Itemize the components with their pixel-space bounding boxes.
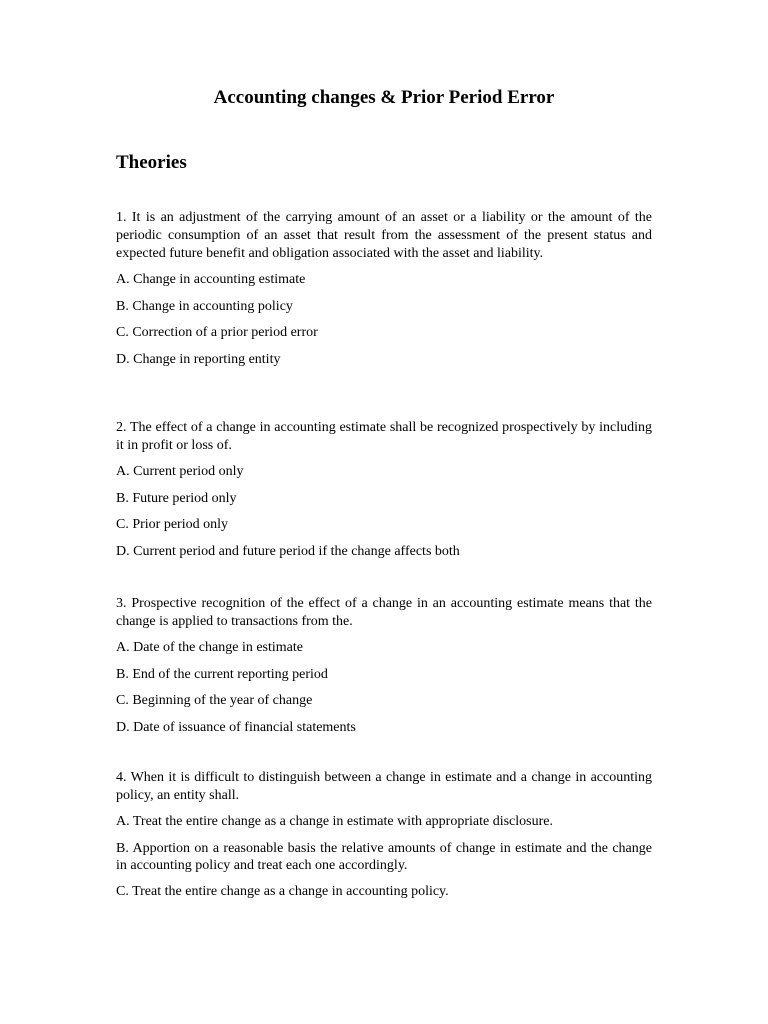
question-text: 4. When it is difficult to distinguish between a change in estimate and a change in accounting policy, an entity shall.: [116, 770, 652, 803]
answer-option: A. Change in accounting estimate: [116, 272, 306, 287]
answer-option: B. Future period only: [116, 490, 237, 506]
answer-option: C. Prior period only: [116, 517, 228, 532]
answer-option: D. Change in reporting entity: [116, 351, 281, 367]
question-2: [116, 419, 652, 569]
section-heading: Theories: [116, 152, 187, 173]
answer-option: D. Current period and future period if the change affects both: [116, 543, 460, 559]
page-title: Accounting changes & Prior Period Error: [213, 87, 555, 108]
question-text: 1. It is an adjustment of the carrying amount of an asset or a liability or the amount of the periodic consumption of an asset that result from the assessment of the present status and expected future benefit and obligation associated with the asset and liability.: [116, 210, 652, 261]
answer-option: B. Apportion on a reasonable basis the relative amounts of change in estimate and the change in accounting policy and treat each one accordingly.: [116, 840, 652, 873]
question-1: [116, 209, 652, 377]
answer-option: B. Change in accounting policy: [116, 298, 293, 314]
answer-option: D. Date of issuance of financial statements: [116, 719, 356, 735]
answer-option: C. Beginning of the year of change: [116, 693, 313, 708]
answer-option: C. Correction of a prior period error: [116, 325, 318, 340]
answer-option: A. Treat the entire change as a change in estimate with appropriate disclosure.: [116, 814, 553, 829]
answer-option: B. End of the current reporting period: [116, 666, 328, 682]
question-text: 3. Prospective recognition of the effect of a change in an accounting estimate means that the change is applied to transactions from the.: [116, 596, 652, 629]
answer-option: C. Treat the entire change as a change in accounting policy.: [116, 884, 449, 899]
answer-option: A. Current period only: [116, 464, 244, 479]
answer-option: A. Date of the change in estimate: [116, 640, 303, 655]
question-text: 2. The effect of a change in accounting estimate shall be recognized prospectively by including it in profit or loss of.: [116, 420, 652, 453]
question-3: [116, 595, 652, 745]
question-4: [116, 769, 652, 910]
